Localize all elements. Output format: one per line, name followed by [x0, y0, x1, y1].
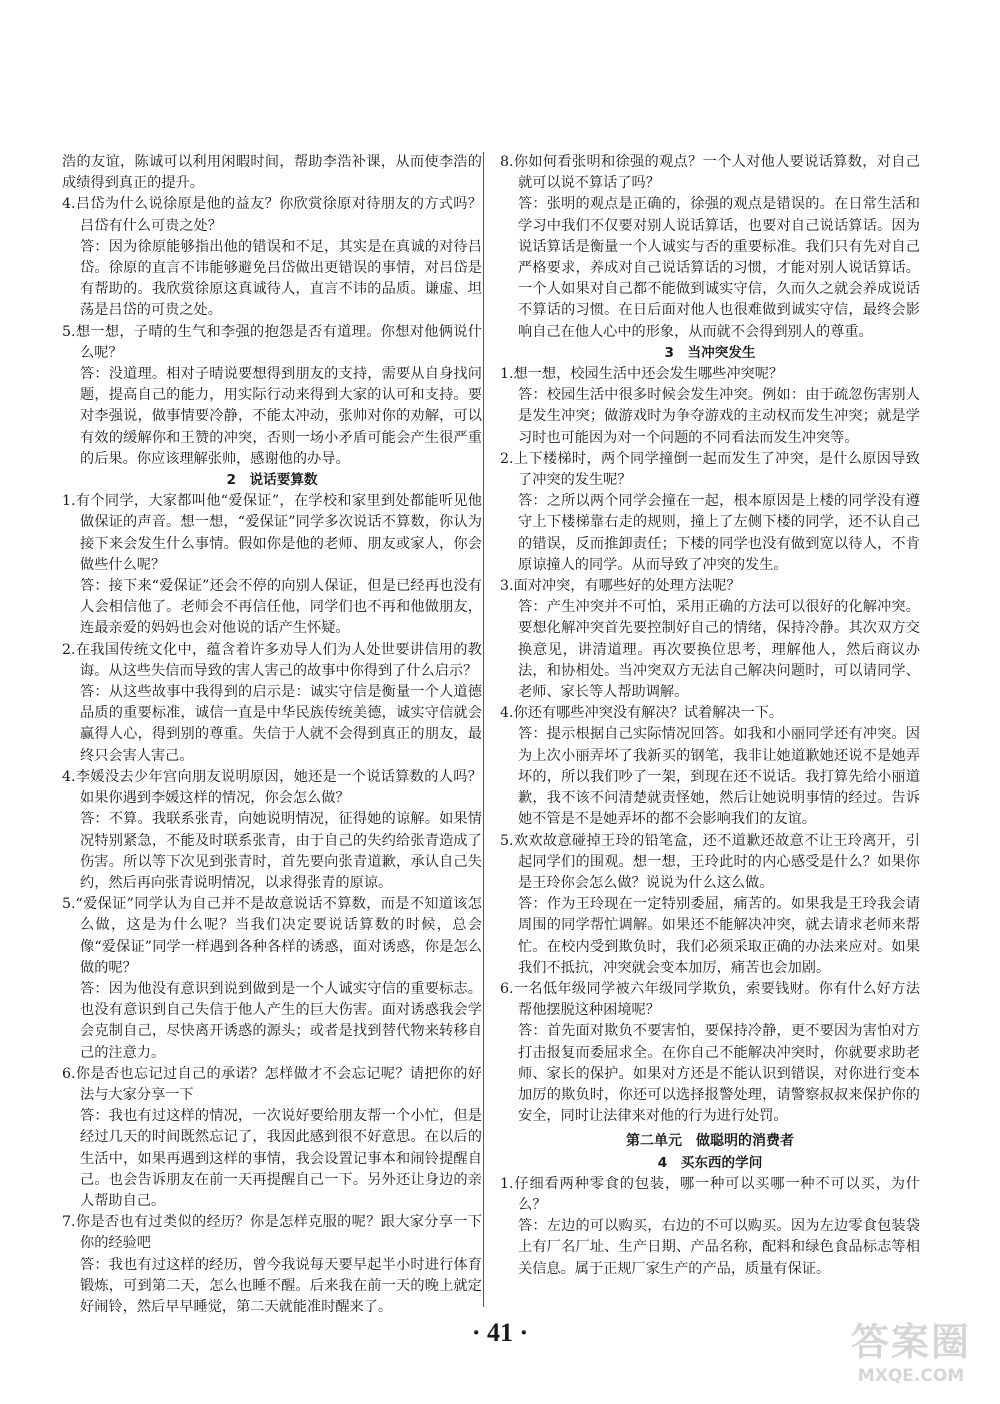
question-item: 1.仔细看两种零食的包装，哪一种可以买哪一种不可以买，为什么？ — [500, 1175, 920, 1213]
watermark-logo — [836, 1311, 986, 1386]
answer-text: 答：没道理。相对子晴说要想得到朋友的支持，需要从自身找问题，提高自己的能力，用实际行动来得到大家的认可和支持。要对李强说，做事情要冷静，不能太冲动，张帅对你的劝解，可以有效的缓解你和王赞的冲突，否则一场小矛盾可能会产生很严重的后果。你应该理解张帅，感谢他的办导。 — [80, 366, 482, 467]
question-item: 5.“爱保证”同学认为自己并不是故意说话不算数，而是不知道该怎么做，这是为什么呢？当我们决定要说话算数的时候，总会像“爱保证”同学一样遇到各种各样的诱惑，面对诱惑，你是怎么做的呢？ — [62, 896, 482, 976]
column-divider — [483, 152, 484, 1307]
answer-text: 答：之所以两个同学会撞在一起，根本原因是上楼的同学没有遵守上下楼梯靠右走的规则，撞上了左侧下楼的同学，还不认自己的错误，反而推卸责任；下楼的同学也没有做到宽以待人，不肯原谅撞人的同学。从而导致了冲突的发生。 — [518, 493, 920, 573]
answer-text: 答：提示根据自己实际情况回答。如我和小丽同学还有冲突。因为上次小丽弄坏了我新买的钢笔，我非让她道歉她还说不是她弄坏的，所以我们吵了一架，到现在还不说话。我打算先给小丽道歉，我不该不问清楚就责怪她，然后让她说明事情的经过。告诉她不管是不是她弄坏的都不会影响我们的友谊。 — [518, 726, 920, 828]
left-column — [62, 152, 482, 1318]
section-heading: 3 当冲突发生 — [664, 344, 756, 361]
answer-text: 答：左边的可以购买，右边的不可以购买。因为左边零食包装袋上有厂名厂址、生产日期、产品名称，配料和绿色食品标志等相关信息。属于正规厂家生产的产品，质量有保证。 — [518, 1218, 920, 1277]
answer-text: 答：我也有过这样的情况，一次说好要给朋友帮一个小忙，但是经过几天的时间既然忘记了，我因此感到很不好意思。在以后的生活中，如果再遇到这样的事情，我会设置记事本和闹铃提醒自己。也会告诉朋友在前一天再提醒自己一下。另外还让身边的亲人帮助自己。 — [80, 1108, 482, 1209]
continued-text: 浩的友谊，陈诚可以利用闲暇时间，帮助李浩补课，从而使李浩的成绩得到真正的提升。 — [62, 154, 482, 192]
question-item: 6.你是否也忘记过自己的承诺？怎样做才不会忘记呢？请把你的好法与大家分享一下 — [62, 1065, 482, 1103]
unit-heading: 第二单元 做聪明的消费者 — [626, 1133, 794, 1150]
question-item: 4.吕岱为什么说徐原是他的益友？你欣赏徐原对待朋友的方式吗？吕岱有什么可贵之处？ — [62, 196, 482, 234]
answer-text: 答：因为徐原能够指出他的错误和不足，其实是在真诚的对待吕岱。徐原的直言不讳能够避免吕岱做出更错误的事情，对吕岱是有帮助的。我欣赏徐原这真诚待人，直言不讳的品质。谦虚、坦荡是吕岱的可贵之处。 — [80, 238, 482, 319]
question-item: 7.你是否也有过类似的经历？你是怎样克服的呢？跟大家分享一下你的经验吧 — [62, 1214, 482, 1252]
question-item: 1.有个同学，大家都叫他“爱保证”，在学校和家里到处都能听见他做保证的声音。想一想，“爱保证”同学多次说话不算数，你认为接下来会发生什么事情。假如你是他的老师、朋友或家人，你会做些什么呢？ — [62, 493, 482, 573]
question-item: 4.你还有哪些冲突没有解决？试着解决一下。 — [500, 705, 784, 722]
answer-text: 答：从这些故事中我得到的启示是：诚实守信是衡量一个人道德品质的重要标准，诚信一直是中华民族传统美德，诚实守信就会赢得人心，得到别的尊重。失信于人就不会得到真正的朋友，最终只会害人害己。 — [80, 684, 482, 764]
answer-text: 答：作为王玲现在一定特别委屈，痛苦的。如果我是王玲我会请周围的同学帮忙调解。如果还不能解决冲突，就去请求老师来帮忙。在校内受到欺负时，我们必须采取正确的办法来应对。如果我们不抵抗，冲突就会变本加厉，痛苦也会加剧。 — [518, 896, 920, 976]
question-item: 8.你如何看张明和徐强的观点？一个人对他人要说话算数，对自己就可以说不算话了吗？ — [500, 154, 920, 192]
answer-text: 答：不算。我联系张青，向她说明情况，征得她的谅解。如果情况特别紧急，不能及时联系张青，由于自己的失约给张青造成了伤害。所以等下次见到张青时，首先要向张青道歉，承认自己失约，然后再向张青说明情况，以求得张青的原谅。 — [80, 811, 482, 891]
question-item: 4.李媛没去少年宫向朋友说明原因，她还是一个说话算数的人吗？如果你遇到李媛这样的情况，你会怎么做？ — [62, 768, 482, 807]
section-heading: 4 买东西的学问 — [657, 1154, 763, 1171]
watermark-text: 答案圈 — [850, 1320, 971, 1364]
question-item: 2.上下楼梯时，两个同学撞倒一起而发生了冲突，是什么原因导致了冲突的发生呢？ — [500, 450, 920, 489]
right-column — [500, 152, 920, 1280]
question-item: 1.想一想，校园生活中还会发生哪些冲突呢？ — [500, 366, 784, 383]
answer-text: 答：校园生活中很多时候会发生冲突。例如：由于疏忽伤害别人是发生冲突；做游戏时为争夺游戏的主动权而发生冲突；就是学习时也可能因为对一个问题的不同看法而发生冲突等。 — [518, 387, 920, 446]
watermark-url: MXQE.COM — [857, 1366, 965, 1386]
question-item: 3.面对冲突，有哪些好的处理方法呢？ — [500, 578, 741, 595]
question-item: 2.在我国传统文化中，蕴含着许多劝导人们为人处世要讲信用的教诲。从这些失信而导致的害人害己的故事中你得到了什么启示？ — [62, 641, 482, 679]
question-item: 6.一名低年级同学被六年级同学欺负，索要钱财。你有什么好方法帮他摆脱这种困境呢？ — [500, 980, 920, 1019]
question-item: 5.欢欢故意碰掉王玲的铅笔盒，还不道歉还故意不让王玲离开，引起同学们的围观。想一想，王玲此时的内心感受是什么？如果你是王玲你会怎么做？说说为什么这么做。 — [500, 832, 920, 891]
question-item: 5.想一想，子晴的生气和李强的抱怨是否有道理。你想对他俩说什么呢？ — [62, 323, 482, 361]
answer-text: 答：张明的观点是正确的，徐强的观点是错误的。在日常生活和学习中我们不仅要对别人说话算话，也要对自己说话算话。因为说话算话是衡量一个人诚实与否的重要标准。我们只有先对自己严格要求，养成对自己说话算话的习惯，才能对别人说话算话。一个人如果对自己都不能做到诚实守信，久而久之就会养成说话不算话的习惯。在日后面对他人也很难做到诚实守信，最终会影响自己在他人心中的形象，从而就不会得到别人的尊重。 — [518, 196, 920, 340]
answer-text: 答：产生冲突并不可怕，采用正确的方法可以很好的化解冲突。要想化解冲突首先要控制好自己的情绪，保持冷静。其次双方交换意见，讲清道理。再次要换位思考，理解他人，然后商议办法，和协相处。当冲突双方无法自己解决问题时，可以请同学、老师、家长等人帮助调解。 — [518, 599, 920, 701]
section-heading: 2 说话要算数 — [226, 472, 318, 489]
answer-text: 答：我也有过这样的经历，曾今我说每天要早起半小时进行体育锻炼，可到第二天，怎么也睡不醒。后来我在前一天的晚上就定好闹铃，然后早早睡觉，第二天就能准时醒来了。 — [80, 1256, 482, 1315]
answer-text: 答：接下来“爱保证”还会不停的向别人保证，但是已经再也没有人会相信他了。老师会不再信任他，同学们也不再和他做朋友，连最亲爱的妈妈也会对他说的话产生怀疑。 — [80, 578, 482, 637]
page-number: · 41 · — [471, 1318, 529, 1347]
answer-text: 答：首先面对欺负不要害怕，要保持冷静，更不要因为害怕对方打击报复而委屈求全。在你自己不能解决冲突时，你就要求助老师、家长的保护。如果对方还是不能认识到错误，对你进行变本加厉的欺负时，你还可以选择报警处理，请警察叔叔来保护你的安全，同时让法律来对他的行为进行处罚。 — [518, 1023, 920, 1125]
answer-text: 答：因为他没有意识到说到做到是一个人诚实守信的重要标志。也没有意识到自己失信于他人产生的巨大伤害。面对诱惑我会学会克制自己，尽快离开诱惑的源头；或者是找到替代物来转移自己的注意力。 — [80, 980, 482, 1061]
